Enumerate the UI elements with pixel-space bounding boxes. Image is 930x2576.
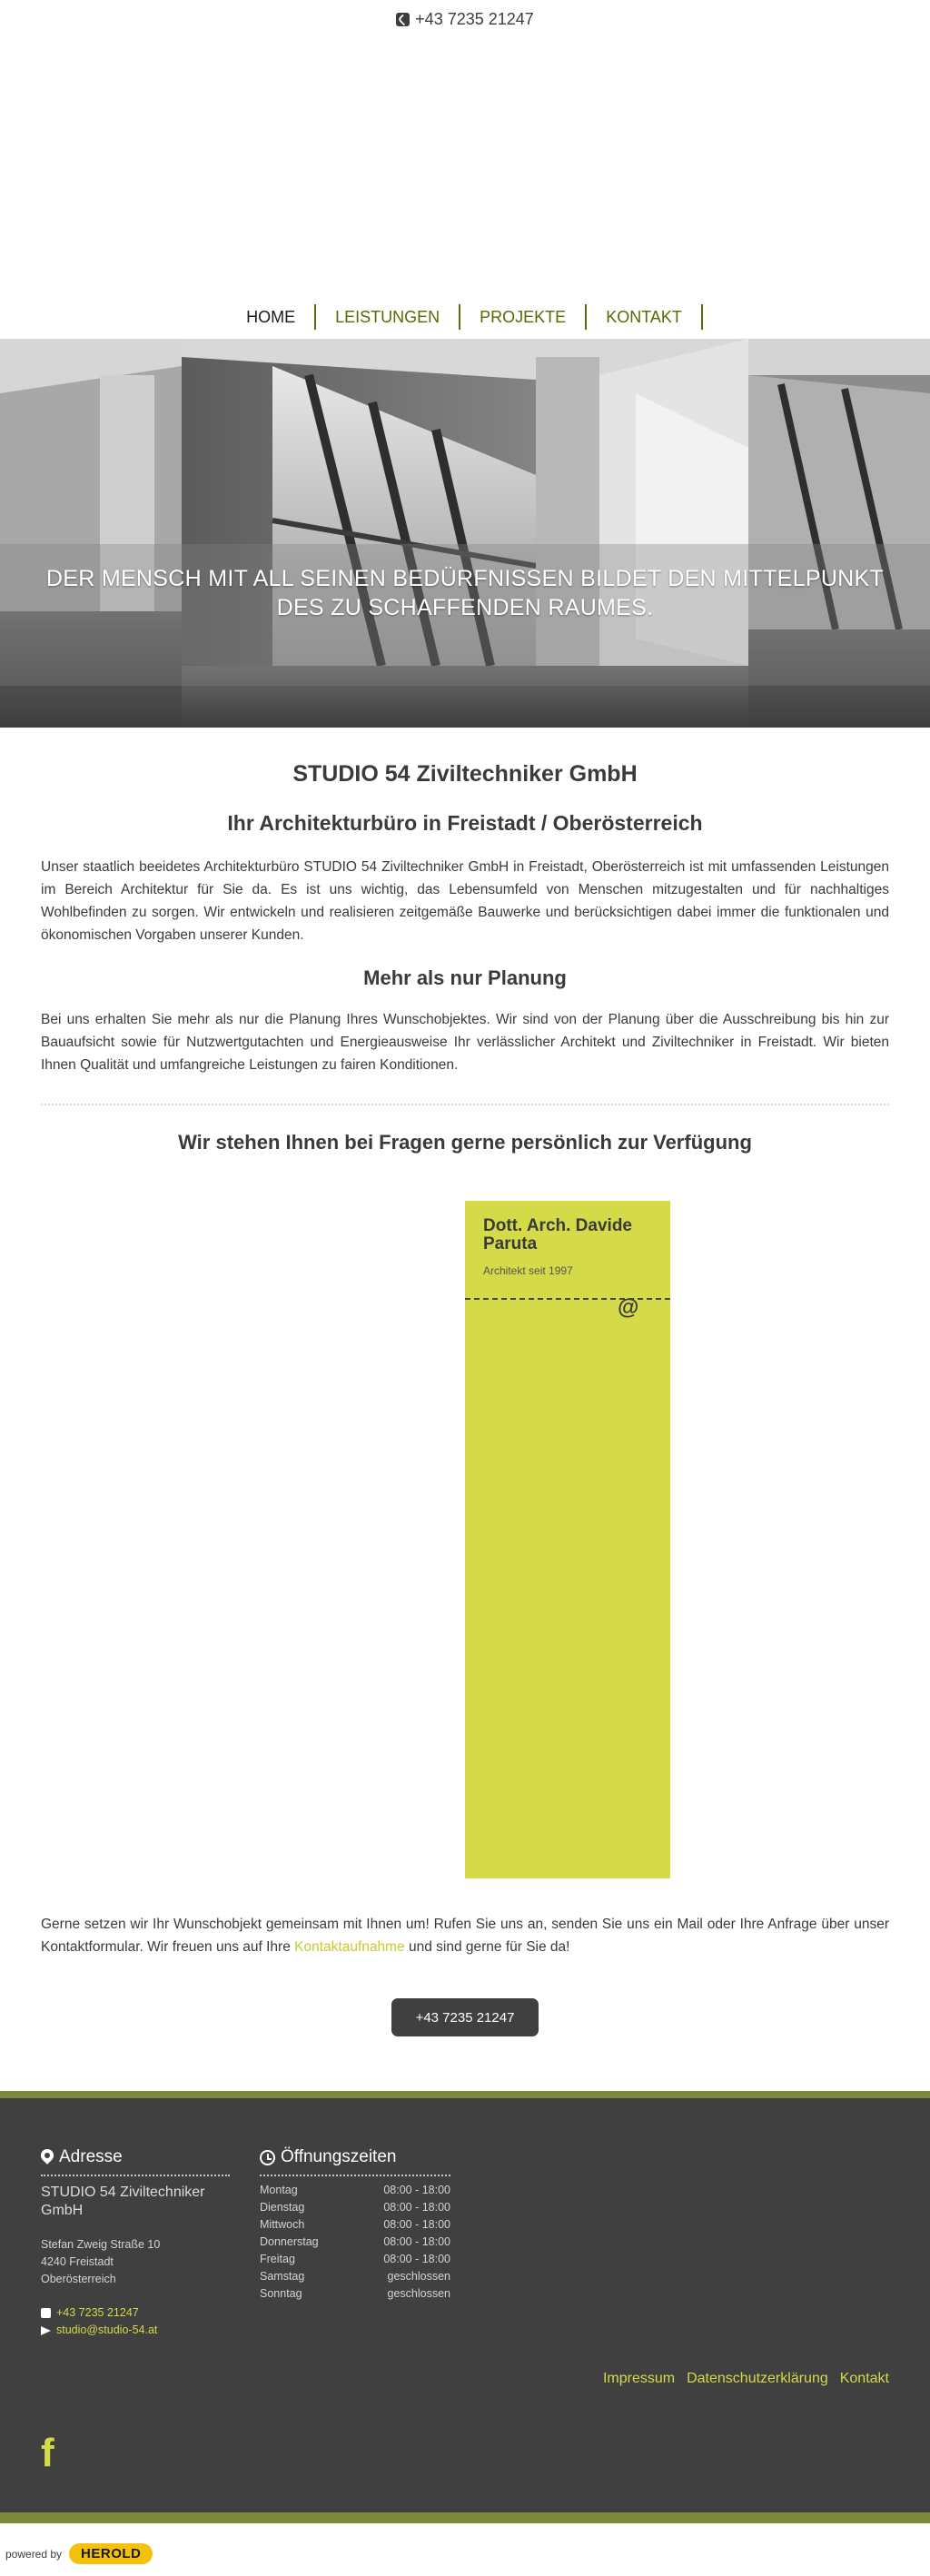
- footer-company-line1: STUDIO 54 Ziviltechniker: [41, 2185, 205, 2200]
- architect-card: [465, 1201, 670, 1878]
- hero-banner: [0, 339, 930, 728]
- hours-day: Freitag: [260, 2253, 295, 2265]
- hours-heading: [260, 2147, 450, 2176]
- nav-item-kontakt[interactable]: KONTAKT: [587, 304, 703, 330]
- nav-item-leistungen[interactable]: LEISTUNGEN: [316, 304, 460, 330]
- hours-row: [260, 2285, 450, 2303]
- footer-phone: +43 7235 21247: [56, 2306, 139, 2319]
- hours-heading-label: Öffnungszeiten: [281, 2147, 397, 2166]
- hours-time: 08:00 - 18:00: [383, 2201, 450, 2214]
- footer-contact-link[interactable]: Kontakt: [839, 2371, 889, 2386]
- address-heading-label: Adresse: [59, 2147, 123, 2166]
- address-heading: [41, 2147, 230, 2176]
- company-title: STUDIO 54 Ziviltechniker GmbH: [292, 761, 638, 787]
- hours-time: 08:00 - 18:00: [383, 2235, 450, 2248]
- clock-icon: [260, 2150, 275, 2165]
- intro-paragraph: Unser staatlich beeidetes Architekturbüro STUDIO 54 Ziviltechniker GmbH in Freistadt, Oberösterreich ist mit umfassenden Leistungen im Bereich Architektur für Sie da. Es ist uns wichtig, das Lebensumfeld von Menschen mitzugestalten und für nachhaltiges Wohlbefinden zu sorgen. Wir entwickeln und realisieren zeitgemäße Bauwerke und berücksichtigen dabei immer die funktionalen und ökonomischen Vorgaben unserer Kunden.: [41, 859, 889, 943]
- impressum-link[interactable]: Impressum: [602, 2371, 676, 2386]
- architect-name: Dott. Arch. Davide Paruta: [483, 1216, 632, 1253]
- footer-email: studio@studio-54.at: [56, 2323, 158, 2336]
- nav-item-projekte[interactable]: PROJEKTE: [460, 304, 587, 330]
- hours-day: Donnerstag: [260, 2235, 319, 2248]
- footer-street: Stefan Zweig Straße 10: [41, 2238, 161, 2251]
- opening-hours-list: [260, 2182, 450, 2303]
- hours-row: [260, 2268, 450, 2285]
- powered-by-label: powered by: [5, 2547, 63, 2561]
- hours-time: 08:00 - 18:00: [383, 2253, 450, 2265]
- hours-day: Mittwoch: [260, 2218, 305, 2231]
- hours-day: Montag: [260, 2184, 298, 2196]
- phone-icon: [396, 13, 410, 26]
- closing-paragraph: [41, 1913, 889, 1958]
- page-subtitle: Ihr Architekturbüro in Freistadt / Oberösterreich: [227, 811, 703, 835]
- privacy-link[interactable]: Datenschutzerklärung: [687, 2371, 828, 2386]
- hours-time: 08:00 - 18:00: [383, 2184, 450, 2196]
- hours-row: [260, 2199, 450, 2216]
- top-phone-number: +43 7235 21247: [415, 9, 534, 28]
- map-pin-icon: [41, 2149, 54, 2165]
- hours-row: [260, 2182, 450, 2199]
- card-divider: [465, 1298, 670, 1300]
- hero-tagline-line2: DES ZU SCHAFFENDEN RAUMES.: [276, 595, 654, 620]
- planning-paragraph: Bei uns erhalten Sie mehr als nur die Planung Ihres Wunschobjektes. Wir sind von der Planung über die Ausschreibung bis hin zur Bauaufsicht sowie für Nutzwertgutachten und Energieausweise Ihr verlässlicher Architekt und Ziviltechniker in Freistadt. Wir bieten Ihnen Qualität und umfangreiche Leistungen zu fairen Konditionen.: [41, 1012, 889, 1073]
- hours-time: 08:00 - 18:00: [383, 2218, 450, 2231]
- footer-contact: [41, 2304, 230, 2339]
- hours-day: Sonntag: [260, 2287, 302, 2300]
- footer-email-link[interactable]: [41, 2322, 230, 2339]
- top-bar: [0, 0, 930, 38]
- architect-role: Architekt seit 1997: [483, 1264, 573, 1277]
- hours-row: [260, 2251, 450, 2268]
- powered-by: [5, 2543, 153, 2564]
- herold-logo[interactable]: HEROLD: [69, 2543, 153, 2564]
- footer-top-band: [0, 2091, 930, 2098]
- hours-day: Dienstag: [260, 2201, 305, 2214]
- hero-tagline-line1: DER MENSCH MIT ALL SEINEN BEDÜRFNISSEN BILDET DEN MITTELPUNKT: [45, 566, 885, 591]
- hours-day: Samstag: [260, 2270, 305, 2283]
- section-divider: [41, 1104, 889, 1105]
- footer-phone-link[interactable]: [41, 2304, 230, 2322]
- phone-icon: [41, 2308, 51, 2318]
- footer-address: [41, 2236, 230, 2288]
- footer-links: [603, 2371, 889, 2387]
- planning-heading: Mehr als nur Planung: [363, 966, 567, 989]
- call-button[interactable]: +43 7235 21247: [391, 1998, 539, 2036]
- hours-row: [260, 2234, 450, 2251]
- footer-company: [41, 2184, 230, 2220]
- hours-time: geschlossen: [387, 2270, 450, 2283]
- footer-bottom-band: [0, 2512, 930, 2523]
- top-phone-link[interactable]: [396, 10, 534, 29]
- contact-link[interactable]: Kontaktaufnahme: [294, 1939, 405, 1955]
- nav-item-home[interactable]: HOME: [227, 304, 316, 330]
- hours-time: geschlossen: [387, 2287, 450, 2300]
- closing-text-after: und sind gerne für Sie da!: [404, 1939, 570, 1955]
- contact-heading: Wir stehen Ihnen bei Fragen gerne persönlich zur Verfügung: [178, 1131, 752, 1154]
- main-nav: [0, 302, 930, 332]
- main-content: [41, 754, 889, 1154]
- send-icon: [41, 2326, 51, 2335]
- hours-row: [260, 2216, 450, 2234]
- closing-section: [41, 1913, 889, 1958]
- footer-address-column: [41, 2147, 230, 2339]
- email-at-icon[interactable]: @: [618, 1295, 639, 1320]
- footer-company-line2: GmbH: [41, 2203, 84, 2218]
- footer-hours-column: [260, 2147, 450, 2303]
- footer-region: Oberösterreich: [41, 2273, 116, 2285]
- footer: [0, 2098, 930, 2512]
- closing-text-before: Gerne setzen wir Ihr Wunschobjekt gemeinsam mit Ihnen um! Rufen Sie uns an, senden Sie uns ein Mail oder Ihre Anfrage über unser Kontaktformular. Wir freuen uns auf Ihre: [41, 1917, 889, 1955]
- footer-city: 4240 Freistadt: [41, 2255, 114, 2268]
- facebook-icon[interactable]: f: [41, 2431, 54, 2475]
- hero-tagline: [36, 564, 894, 622]
